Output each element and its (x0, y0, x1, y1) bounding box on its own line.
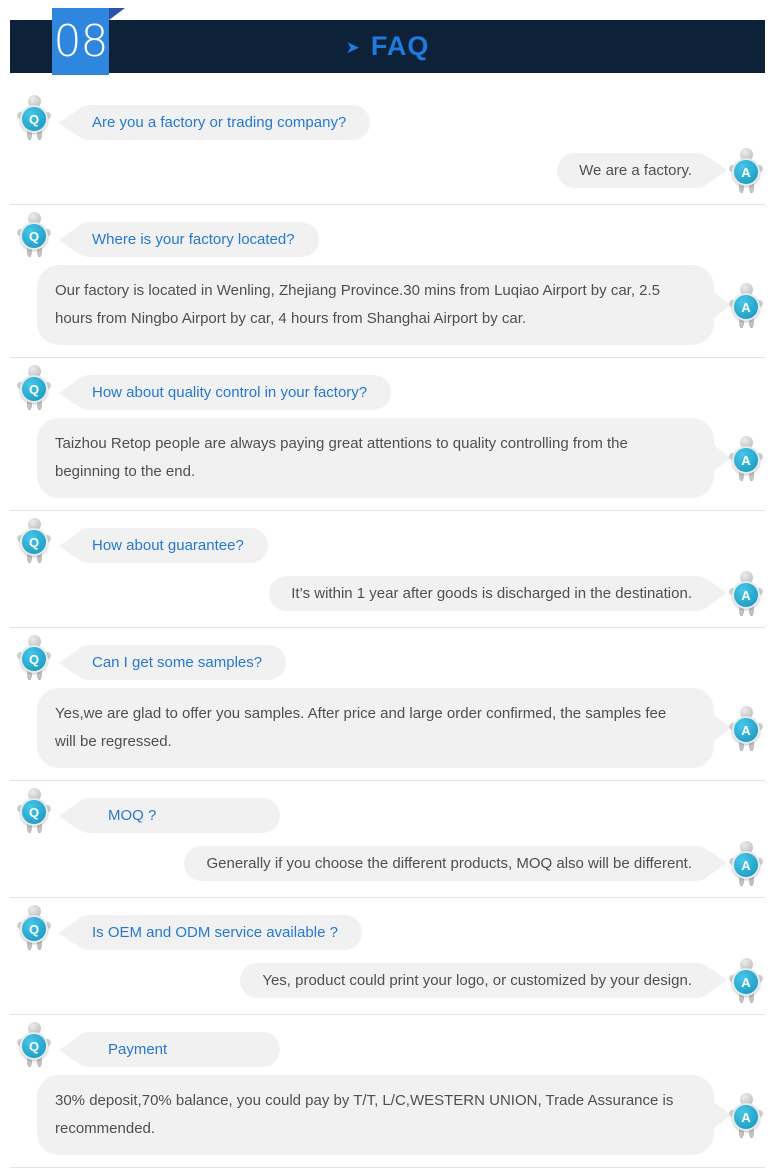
question-row (0, 522, 775, 563)
question-figure-icon (16, 635, 52, 679)
q-badge: Q (20, 1032, 48, 1060)
question-bubble (72, 645, 286, 680)
answer-row (0, 841, 775, 885)
a-badge: A (732, 581, 760, 609)
answer-figure-icon (728, 958, 764, 1002)
answer-row (0, 418, 775, 498)
answer-bubble (184, 846, 714, 881)
a-badge: A (732, 293, 760, 321)
faq-item (0, 88, 775, 205)
question-text: MOQ ? (108, 807, 157, 824)
question-figure-icon (16, 788, 52, 832)
faq-item (0, 898, 775, 1015)
header-title-group (346, 20, 430, 73)
faq-list (0, 78, 775, 1168)
ribbon-fold (109, 8, 125, 20)
answer-figure-icon (728, 436, 764, 480)
a-badge: A (732, 968, 760, 996)
question-figure-icon (16, 212, 52, 256)
answer-row (0, 688, 775, 768)
question-bubble (72, 222, 319, 257)
question-figure-icon (16, 1022, 52, 1066)
a-badge: A (732, 446, 760, 474)
question-text: Where is your factory located? (92, 231, 295, 248)
question-text: Can I get some samples? (92, 654, 263, 671)
faq-item (0, 781, 775, 898)
question-row (0, 216, 775, 257)
section-number-tab (52, 8, 109, 75)
section-number: 08 (53, 16, 108, 67)
answer-figure-icon (728, 706, 764, 750)
question-row (0, 369, 775, 410)
answer-text: 30% deposit,70% balance, you could pay by T/T, L/C,WESTERN UNION, Trade Assurance is recommended. (55, 1092, 674, 1137)
a-badge: A (732, 158, 760, 186)
answer-text: We are a factory. (579, 161, 692, 179)
answer-text: Taizhou Retop people are always paying great attentions to quality controlling from the beginning to the end. (55, 435, 628, 480)
answer-bubble (240, 963, 714, 998)
question-bubble (72, 1032, 280, 1067)
question-row (0, 1026, 775, 1067)
page-title: FAQ (370, 31, 430, 61)
question-bubble (72, 375, 391, 410)
question-text: Payment (108, 1041, 168, 1058)
a-badge: A (732, 716, 760, 744)
q-badge: Q (20, 222, 48, 250)
question-bubble (72, 915, 362, 950)
q-badge: Q (20, 798, 48, 826)
answer-row (0, 148, 775, 192)
question-row (0, 909, 775, 950)
question-figure-icon (16, 905, 52, 949)
question-text: Are you a factory or trading company? (92, 114, 347, 131)
faq-item (0, 628, 775, 781)
answer-text: Our factory is located in Wenling, Zhejiang Province.30 mins from Luqiao Airport by car, 2.5 hours from Ningbo Airport by car, 4 hours from Shanghai Airport by car. (55, 282, 661, 327)
answer-bubble (269, 576, 714, 611)
faq-item (0, 511, 775, 628)
question-text: Is OEM and ODM service available ? (92, 924, 338, 941)
answer-bubble (557, 153, 714, 188)
q-badge: Q (20, 375, 48, 403)
question-row (0, 639, 775, 680)
question-figure-icon (16, 95, 52, 139)
question-text: How about quality control in your factory? (92, 384, 368, 401)
question-figure-icon (16, 365, 52, 409)
answer-bubble (37, 688, 714, 768)
answer-row (0, 265, 775, 345)
faq-item (0, 1015, 775, 1168)
answer-figure-icon (728, 283, 764, 327)
answer-bubble (37, 418, 714, 498)
answer-text: Yes,we are glad to offer you samples. After price and large order confirmed, the samples fee will be regressed. (55, 705, 667, 750)
q-badge: Q (20, 915, 48, 943)
answer-row (0, 571, 775, 615)
answer-figure-icon (728, 1093, 764, 1137)
question-row (0, 99, 775, 140)
q-badge: Q (20, 645, 48, 673)
answer-bubble (37, 1075, 714, 1155)
answer-figure-icon (728, 571, 764, 615)
a-badge: A (732, 851, 760, 879)
answer-row (0, 1075, 775, 1155)
q-badge: Q (20, 528, 48, 556)
question-bubble (72, 798, 280, 833)
answer-text: Yes, product could print your logo, or customized by your design. (262, 971, 692, 989)
answer-bubble (37, 265, 714, 345)
answer-figure-icon (728, 148, 764, 192)
right-arrow-icon: ➤ (345, 38, 360, 57)
answer-figure-icon (728, 841, 764, 885)
question-bubble (72, 528, 268, 563)
answer-row (0, 958, 775, 1002)
section-header (0, 0, 775, 78)
faq-item (0, 358, 775, 511)
question-figure-icon (16, 518, 52, 562)
answer-text: Generally if you choose the different products, MOQ also will be different. (206, 854, 692, 872)
question-bubble (72, 105, 370, 140)
question-text: How about guarantee? (92, 537, 244, 554)
a-badge: A (732, 1103, 760, 1131)
faq-item (0, 205, 775, 358)
q-badge: Q (20, 105, 48, 133)
answer-text: It’s within 1 year after goods is discharged in the destination. (291, 584, 692, 602)
question-row (0, 792, 775, 833)
